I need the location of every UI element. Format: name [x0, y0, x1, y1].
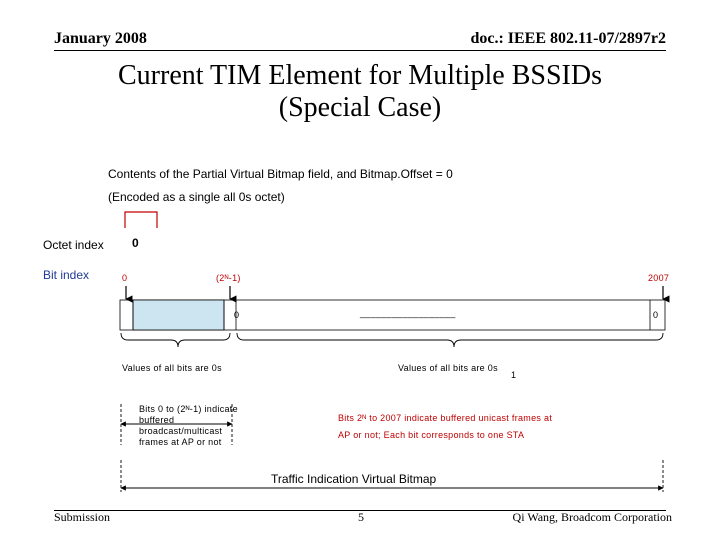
page-title: Current TIM Element for Multiple BSSIDs	[118, 60, 602, 91]
contents-line: Contents of the Partial Virtual Bitmap field, and Bitmap.Offset = 0	[108, 167, 453, 181]
bit-mid-label: (2ᴺ-1)	[216, 273, 241, 283]
dashed-gap: __________________	[360, 308, 456, 318]
bit-start-label: 0	[122, 273, 128, 283]
bits-right-note: Bits 2ᴺ to 2007 indicate buffered unicast frames at AP or not; Each bit corresponds to one STA	[338, 413, 553, 440]
footer-author: Qi Wang, Broadcom Corporation	[512, 510, 672, 524]
left-brace	[121, 333, 230, 347]
values-left-label: Values of all bits are 0s	[122, 363, 222, 373]
header-date: January 2008	[54, 30, 147, 47]
bit-index-label: Bit index	[43, 268, 90, 282]
octet-bracket	[125, 212, 157, 228]
page-number: 5	[358, 510, 364, 524]
footer-submission: Submission	[54, 510, 111, 524]
cell-mid-value: 0	[234, 310, 240, 320]
page-subtitle: (Special Case)	[278, 92, 442, 123]
octet-index-label: Octet index	[43, 238, 104, 252]
bit-end-label: 2007	[648, 273, 670, 283]
bits-left-note: Bits 0 to (2ᴺ-1) indicate buffered broadcast/multicast frames at AP or not	[139, 404, 238, 447]
octet-index-value: 0	[132, 236, 139, 250]
cell-end-value: 0	[653, 310, 659, 320]
encoded-line: (Encoded as a single all 0s octet)	[108, 190, 285, 204]
values-right-label: Values of all bits are 0s	[398, 363, 498, 373]
header-doc-id: doc.: IEEE 802.11-07/2897r2	[470, 30, 666, 47]
tivb-label: Traffic Indication Virtual Bitmap	[271, 472, 437, 486]
right-brace	[237, 333, 663, 347]
bitmap-shaded-cell	[133, 300, 224, 330]
values-right-suffix: 1	[511, 370, 517, 380]
